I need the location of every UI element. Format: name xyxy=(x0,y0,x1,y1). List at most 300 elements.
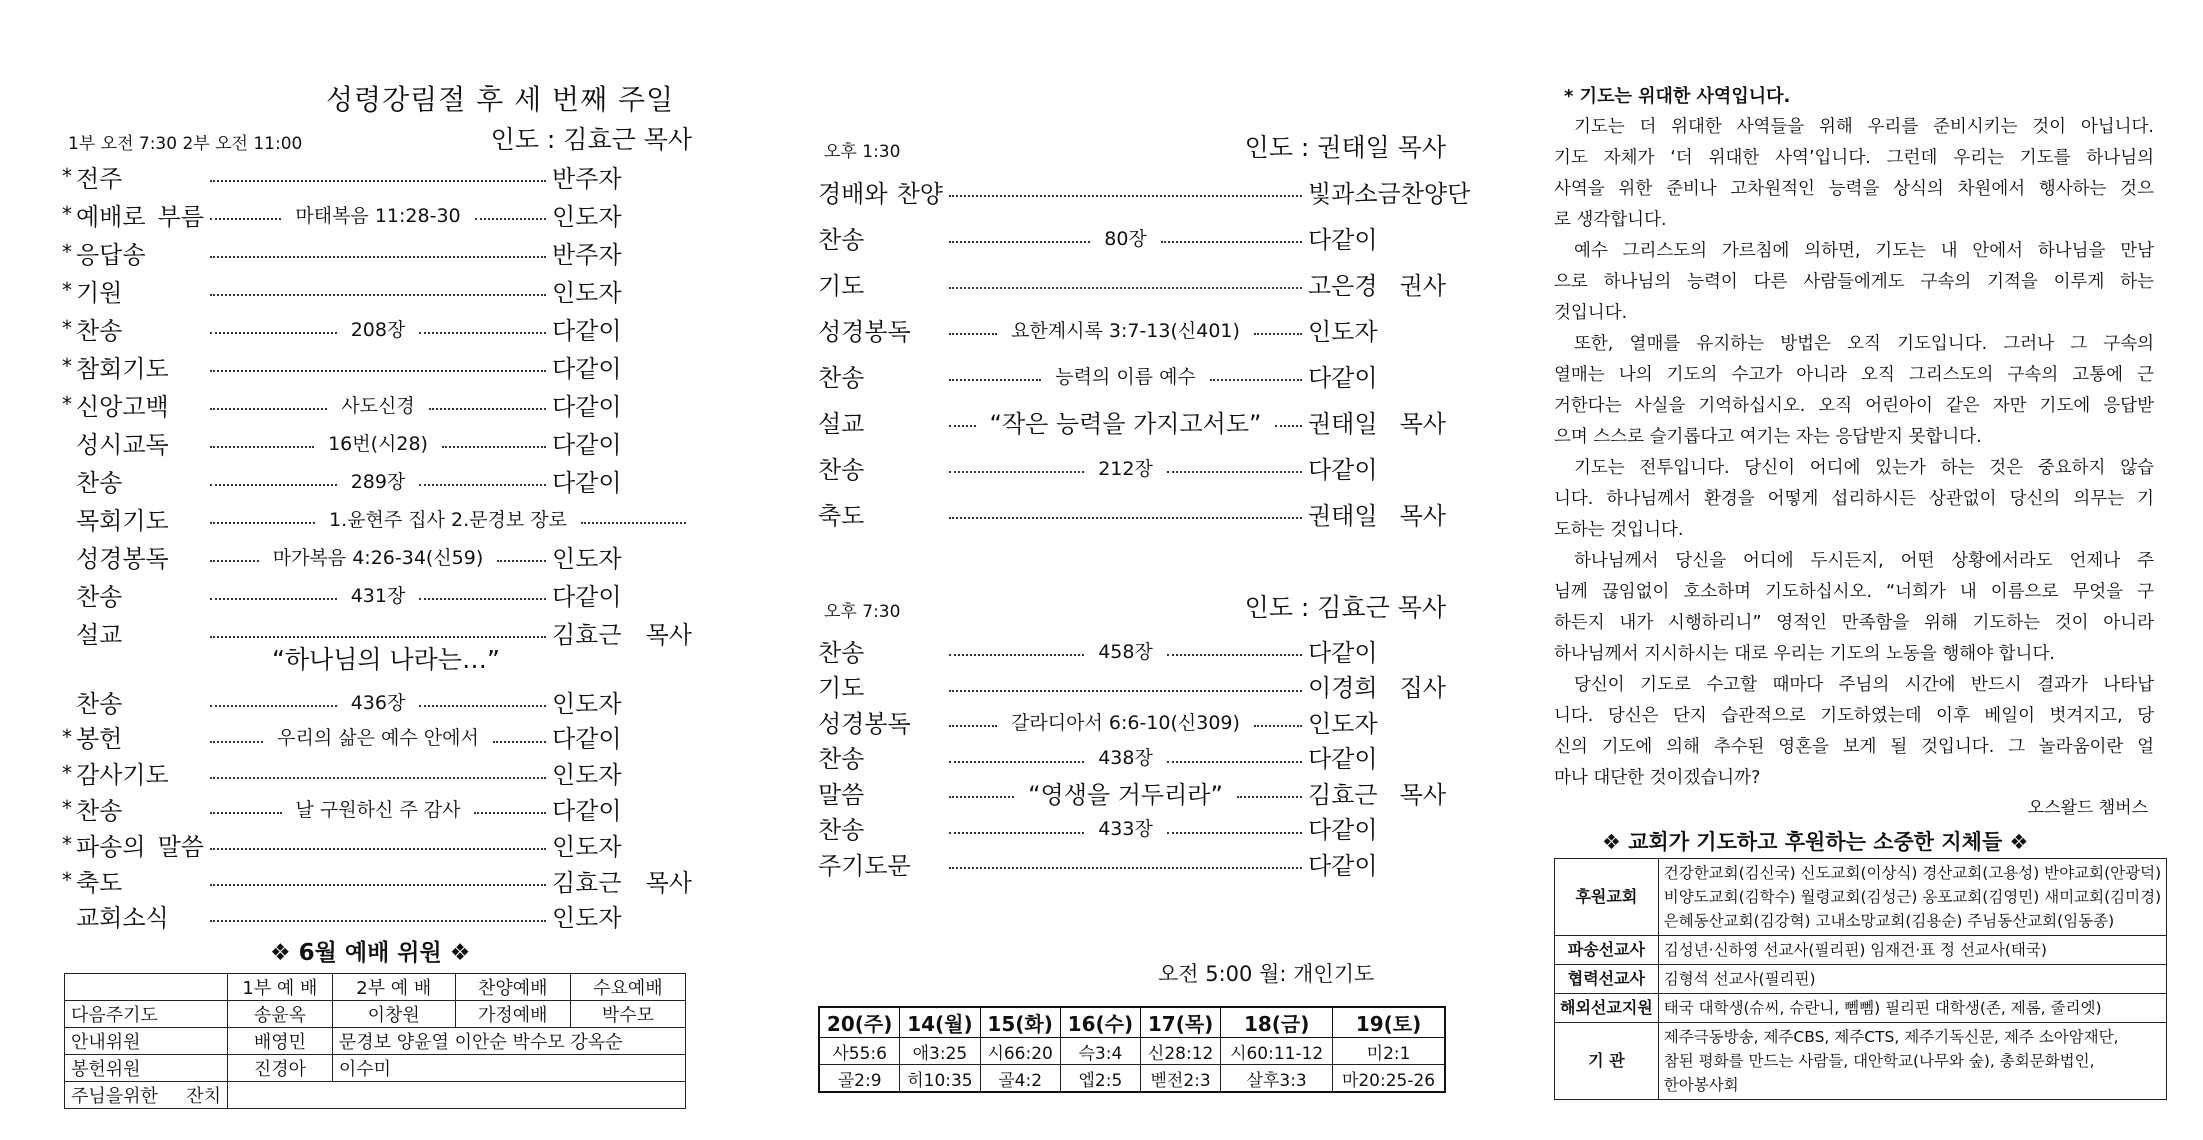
devotion-column xyxy=(1554,0,2162,1140)
item-detail: 우리의 삶은 예수 안에서 xyxy=(277,727,479,750)
duty-table xyxy=(64,973,686,1109)
support-line: 한아봉사회 xyxy=(1663,1076,1739,1094)
item-detail: 마태복음 11:28-30 xyxy=(295,204,461,227)
worship-item xyxy=(818,311,1446,347)
devotion-paragraph xyxy=(1554,112,2154,236)
worship-item xyxy=(818,703,1446,739)
dot-leader xyxy=(442,446,546,448)
worship-item xyxy=(62,310,692,346)
item-leader: 인도자 xyxy=(552,904,622,933)
devotion-line: 님께 끊임없이 호소하며 기도하십시오. “너희가 내 이름으로 무엇을 구 xyxy=(1554,582,2154,602)
item-detail: 438장 xyxy=(1098,747,1153,769)
item-leader: 반주자 xyxy=(552,240,622,269)
support-line: 김형석 선교사(필리핀) xyxy=(1663,970,1816,988)
devotion-line: 기도는 전투입니다. 당신이 어디에 있는가 하는 것은 중요하지 않습 xyxy=(1574,458,2154,478)
worship-item xyxy=(62,755,692,791)
worship-item xyxy=(62,424,692,460)
duty-cell: 문경보 양윤열 이안순 박수모 강옥순 xyxy=(332,1028,685,1055)
standing-mark: * xyxy=(62,240,72,264)
duty-row xyxy=(65,1028,686,1055)
item-name: 성시교독 xyxy=(76,430,169,459)
reading-verse: 벧전2:3 xyxy=(1141,1065,1221,1093)
dot-leader xyxy=(1167,654,1302,656)
item-name: 찬송 xyxy=(818,816,865,844)
item-leader: 이경희 집사 xyxy=(1308,674,1446,702)
support-title: ❖ 교회가 기도하고 후원하는 소중한 지체들 ❖ xyxy=(1602,830,2029,854)
dot-leader xyxy=(493,741,546,743)
dot-leader xyxy=(1167,832,1302,834)
item-name: 응답송 xyxy=(76,240,146,269)
item-leader: 인도자 xyxy=(552,278,622,307)
dot-leader xyxy=(475,218,546,220)
duty-cell: 배영민 xyxy=(228,1028,333,1055)
item-name: 축도 xyxy=(818,501,865,530)
support-line: 비양도교회(김학수) 월령교회(김성근) 옹포교회(김영민) 새미교회(김미경) xyxy=(1663,888,2162,906)
devotion-line: 니다. 당신은 단지 습관적으로 기도하였는데 이후 베일이 벗겨지고, 당 xyxy=(1554,706,2154,726)
duty-header-cell: 수요예배 xyxy=(570,974,685,1001)
reading-verse: 사55:6 xyxy=(819,1038,900,1065)
item-leader: 다같이 xyxy=(552,796,622,825)
item-leader: 권태일 목사 xyxy=(1308,501,1446,530)
item-name: 참회기도 xyxy=(76,354,169,383)
dot-leader xyxy=(1275,425,1302,427)
item-leader: 다같이 xyxy=(552,316,622,345)
devotion-line: 마나 대단한 것이겠습니까? xyxy=(1554,768,1761,788)
item-name: 경배와 찬양 xyxy=(818,179,943,208)
afternoon-service-column xyxy=(818,0,1471,1140)
item-detail: “작은 능력을 가지고서도” xyxy=(989,409,1262,438)
item-detail: 433장 xyxy=(1098,818,1153,840)
worship-item xyxy=(818,357,1446,393)
worship-item xyxy=(818,845,1446,881)
page-title: 성령강림절 후 세 번째 주일 xyxy=(326,83,675,116)
item-name: 찬송 xyxy=(818,225,865,254)
item-name: 찬송 xyxy=(76,582,123,611)
dot-leader xyxy=(1254,725,1302,727)
worship-item xyxy=(818,774,1446,810)
duty-cell: 박수모 xyxy=(570,1001,685,1028)
item-leader: 다같이 xyxy=(552,582,622,611)
standing-mark: * xyxy=(62,796,72,821)
item-leader: 김효근 목사 xyxy=(552,620,692,649)
pm7-time: 오후 7:30 xyxy=(824,602,901,622)
support-line: 제주극동방송, 제주CBS, 제주CTS, 제주기독신문, 제주 소아암재단, xyxy=(1663,1028,2119,1046)
reading-day: 19(토) xyxy=(1333,1007,1445,1038)
worship-item xyxy=(62,683,692,719)
support-row xyxy=(1555,936,2167,965)
item-name: 기원 xyxy=(76,278,123,307)
dot-leader xyxy=(1237,796,1302,798)
item-detail: 마가복음 4:26-34(신59) xyxy=(272,546,484,569)
standing-mark: * xyxy=(62,202,72,226)
item-detail: 436장 xyxy=(350,691,406,714)
item-name: 성경봉독 xyxy=(76,544,169,573)
dot-leader xyxy=(949,425,976,427)
devotion-line: 으며 스스로 슬기롭다고 여기는 자는 응답받지 못합니다. xyxy=(1554,427,1982,447)
devotion-paragraph xyxy=(1554,546,2154,670)
support-entries xyxy=(1658,859,2166,936)
worship-item xyxy=(62,500,692,536)
item-name: 찬송 xyxy=(818,638,865,667)
item-leader: 다같이 xyxy=(552,392,622,421)
dot-leader xyxy=(1254,333,1302,335)
item-detail: “영생을 거두리라” xyxy=(1028,780,1223,809)
devotion-line: 로 생각합니다. xyxy=(1554,210,1667,230)
duty-label: 봉헌위원 xyxy=(65,1055,228,1082)
devotion-author: 오스왈드 챔버스 xyxy=(2027,798,2148,818)
dot-leader xyxy=(949,471,1084,473)
duty-cell: 이수미 xyxy=(332,1055,685,1082)
dot-leader xyxy=(1167,761,1302,763)
item-leader: 다같이 xyxy=(1308,745,1378,773)
support-category: 기 관 xyxy=(1555,1023,1659,1100)
dot-leader xyxy=(210,741,263,743)
dot-leader xyxy=(949,379,1041,381)
dot-leader xyxy=(949,725,997,727)
worship-item xyxy=(62,158,692,194)
duty-header-cell: 2부 예 배 xyxy=(332,974,455,1001)
devotion-paragraph xyxy=(1554,670,2154,794)
standing-mark: * xyxy=(62,760,72,785)
dot-leader xyxy=(210,446,314,448)
item-detail: 289장 xyxy=(350,470,406,493)
reading-verse: 엡2:5 xyxy=(1060,1065,1140,1093)
dot-leader xyxy=(474,812,546,814)
dot-leader xyxy=(210,848,546,850)
daily-reading-table xyxy=(818,1006,1446,1093)
support-category: 후원교회 xyxy=(1555,859,1659,936)
dot-leader xyxy=(210,370,546,372)
support-line: 김성년·신하영 선교사(필리핀) 임재건·표 정 선교사(태국) xyxy=(1663,941,2047,959)
duty-row xyxy=(65,1082,686,1109)
service-times: 1부 오전 7:30 2부 오전 11:00 xyxy=(68,134,303,154)
worship-item xyxy=(62,538,692,574)
support-table xyxy=(1554,858,2167,1100)
dot-leader xyxy=(949,333,997,335)
worship-item xyxy=(62,826,692,862)
duty-title: ❖ 6월 예배 위원 ❖ xyxy=(270,940,471,966)
devotion-paragraph xyxy=(1554,453,2154,546)
dot-leader xyxy=(1210,379,1302,381)
pm1-time: 오후 1:30 xyxy=(824,142,901,162)
reading-day: 15(화) xyxy=(980,1007,1060,1038)
devotion-line: 신의 기도에 의해 추수된 영혼을 보게 될 것입니다. 그 놀라움이란 얼 xyxy=(1554,737,2154,757)
devotion-line: 도하는 것입니다. xyxy=(1554,520,1684,540)
duty-row xyxy=(65,1001,686,1028)
reading-verse: 히10:35 xyxy=(900,1065,980,1093)
item-name: 찬송 xyxy=(76,796,123,825)
dot-leader xyxy=(949,690,1302,692)
devotion-line: 니다. 하나님께서 환경을 어떻게 섭리하시든 상관없이 당신의 의무는 기 xyxy=(1554,489,2154,509)
dot-leader xyxy=(210,777,546,779)
item-name: 봉헌 xyxy=(76,725,123,754)
worship-item xyxy=(62,898,692,934)
reading-verse: 시60:11-12 xyxy=(1221,1038,1333,1065)
worship-item xyxy=(818,495,1446,531)
worship-item xyxy=(62,196,692,232)
support-row xyxy=(1555,859,2167,936)
worship-item xyxy=(62,348,692,384)
dot-leader xyxy=(210,294,546,296)
devotion-line: 하나님께서 당신을 어디에 두시든지, 어떤 상황에서라도 언제나 주 xyxy=(1574,551,2154,571)
devotion-line: 열매는 나의 기도의 수고가 아니라 오직 그리스도의 구속의 고통에 근 xyxy=(1554,365,2154,385)
dot-leader xyxy=(949,832,1084,834)
item-leader: 반주자 xyxy=(552,164,622,193)
devotion-line: 또한, 열매를 유지하는 방법은 오직 기도입니다. 그러나 그 구속의 xyxy=(1574,334,2154,354)
dot-leader xyxy=(210,332,337,334)
worship-item xyxy=(818,449,1446,485)
reading-day: 14(월) xyxy=(900,1007,980,1038)
service-leader: 인도 : 김효근 목사 xyxy=(490,125,692,154)
worship-item xyxy=(818,173,1471,209)
item-name: 찬송 xyxy=(818,455,865,484)
morning-service-header xyxy=(62,122,692,158)
support-line: 건강한교회(김신국) 신도교회(이상식) 경산교회(고용성) 반야교회(안광덕) xyxy=(1663,864,2162,882)
item-name: 찬송 xyxy=(76,316,123,345)
item-leader: 다같이 xyxy=(1308,225,1378,254)
item-leader: 다같이 xyxy=(1308,455,1378,484)
reading-header-row xyxy=(819,1007,1445,1038)
item-detail: 458장 xyxy=(1098,640,1153,663)
item-detail: 날 구원하신 주 감사 xyxy=(295,798,461,821)
worship-item xyxy=(62,576,692,612)
item-name: 파송의 말씀 xyxy=(76,832,204,861)
worship-item xyxy=(818,632,1446,668)
dot-leader xyxy=(419,332,546,334)
dot-leader xyxy=(949,287,1302,289)
dot-leader xyxy=(210,598,337,600)
item-leader: 인도자 xyxy=(552,832,622,861)
item-detail: 431장 xyxy=(350,584,406,607)
reading-verse: 시66:20 xyxy=(980,1038,1060,1065)
dot-leader xyxy=(949,241,1090,243)
devotion-line: 하나님께서 지시하시는 대로 우리는 기도의 노동을 행해야 합니다. xyxy=(1554,644,2055,664)
duty-label: 주님을위한 잔치 xyxy=(65,1082,228,1109)
devotion-line: 예수 그리스도의 가르침에 의하면, 기도는 내 안에서 하나님을 만남 xyxy=(1574,241,2154,261)
item-detail: 능력의 이름 예수 xyxy=(1055,365,1196,388)
dot-leader xyxy=(210,522,315,524)
support-line: 참된 평화를 만드는 사람들, 대안학교(나무와 숲), 총회문화법인, xyxy=(1663,1052,2095,1070)
pm7-header xyxy=(818,590,1446,626)
devotion-line: 당신이 기도로 수고할 때마다 주님의 시간에 반드시 결과가 나타납 xyxy=(1574,675,2154,695)
worship-item xyxy=(62,386,692,422)
devotion-line: 하든지 내가 시행하리니” 영적인 만족함을 위해 기도하는 것이 아니라 xyxy=(1554,613,2154,633)
support-row xyxy=(1555,994,2167,1023)
pm1-header xyxy=(818,130,1446,166)
worship-item xyxy=(62,719,692,755)
support-category: 협력선교사 xyxy=(1555,965,1659,994)
support-entries xyxy=(1658,936,2166,965)
item-name: 전주 xyxy=(76,164,123,193)
item-name: 주기도문 xyxy=(818,851,911,880)
worship-item xyxy=(818,265,1446,301)
standing-mark: * xyxy=(62,868,72,892)
item-name: 설교 xyxy=(818,409,865,438)
standing-mark: * xyxy=(62,392,72,416)
pm1-leader: 인도 : 권태일 목사 xyxy=(1244,133,1446,162)
duty-cell xyxy=(228,1082,686,1109)
duty-cell: 이창원 xyxy=(332,1001,455,1028)
worship-item xyxy=(62,462,692,498)
dot-leader xyxy=(497,560,546,562)
item-name: 교회소식 xyxy=(76,904,169,933)
item-name: 찬송 xyxy=(818,745,865,773)
dot-leader xyxy=(1161,241,1302,243)
dot-leader xyxy=(419,598,546,600)
item-name: 목회기도 xyxy=(76,506,169,535)
dot-leader xyxy=(210,484,337,486)
standing-mark: * xyxy=(62,316,72,340)
item-name: 성경봉독 xyxy=(818,709,911,738)
reading-verse: 골4:2 xyxy=(980,1065,1060,1093)
devotion-paragraph xyxy=(1554,236,2154,329)
item-name: 감사기도 xyxy=(76,761,169,790)
dot-leader xyxy=(210,920,546,922)
dot-leader xyxy=(210,884,546,886)
devotion-heading: * 기도는 위대한 사역입니다. xyxy=(1564,86,1791,107)
support-category: 해외선교지원 xyxy=(1555,994,1659,1023)
worship-item xyxy=(62,790,692,826)
item-leader: 다같이 xyxy=(552,354,622,383)
sermon-title: “하나님의 나라는…” xyxy=(272,645,500,674)
worship-item xyxy=(62,272,692,308)
dot-leader xyxy=(949,867,1302,869)
devotion-line: 것입니다. xyxy=(1554,303,1628,323)
reading-day: 16(수) xyxy=(1060,1007,1140,1038)
item-leader: 권태일 목사 xyxy=(1308,409,1446,438)
item-detail: 사도신경 xyxy=(341,394,415,417)
support-line: 은혜동산교회(김강혁) 고내소망교회(김용순) 주님동산교회(임동종) xyxy=(1663,912,2115,930)
reading-verse: 슥3:4 xyxy=(1060,1038,1140,1065)
item-name: 찬송 xyxy=(818,363,865,392)
worship-item xyxy=(62,234,692,270)
item-leader: 다같이 xyxy=(552,430,622,459)
item-name: 찬송 xyxy=(76,689,123,718)
reading-row xyxy=(819,1038,1445,1065)
morning-service-column xyxy=(62,0,692,1140)
dot-leader xyxy=(949,654,1084,656)
item-detail: 갈라디아서 6:6-10(신309) xyxy=(1011,711,1240,734)
support-entries xyxy=(1658,994,2166,1023)
item-detail: 208장 xyxy=(350,318,406,341)
item-name: 기도 xyxy=(818,271,865,300)
reading-day: 17(목) xyxy=(1141,1007,1221,1038)
item-leader: 다같이 xyxy=(1308,816,1378,844)
dot-leader xyxy=(949,517,1302,519)
item-name: 예배로 부름 xyxy=(76,202,204,231)
item-leader: 다같이 xyxy=(1308,363,1378,392)
item-detail: 1.윤현주 집사 2.문경보 장로 xyxy=(329,508,567,531)
item-leader: 다같이 xyxy=(552,468,622,497)
dot-leader xyxy=(210,218,281,220)
support-line: 태국 대학생(슈씨, 슈란니, 뻼뻼) 필리핀 대학생(존, 제롬, 줄리엣) xyxy=(1663,999,2102,1017)
reading-verse: 애3:25 xyxy=(900,1038,980,1065)
item-name: 신앙고백 xyxy=(76,392,169,421)
dawn-prayer-note: 오전 5:00 월: 개인기도 xyxy=(1158,962,1375,986)
dot-leader xyxy=(210,812,282,814)
dot-leader xyxy=(949,761,1084,763)
item-leader: 인도자 xyxy=(552,202,622,231)
duty-header-cell xyxy=(65,974,228,1001)
item-leader: 고은경 권사 xyxy=(1308,271,1446,300)
duty-label: 다음주기도 xyxy=(65,1001,228,1028)
devotion-paragraph xyxy=(1554,329,2154,453)
reading-verse: 미2:1 xyxy=(1333,1038,1445,1065)
reading-row xyxy=(819,1065,1445,1093)
reading-verse: 신28:12 xyxy=(1141,1038,1221,1065)
item-name: 설교 xyxy=(76,620,123,649)
duty-header-cell: 1부 예 배 xyxy=(228,974,333,1001)
support-entries xyxy=(1658,965,2166,994)
item-leader: 빛과소금찬양단 xyxy=(1308,179,1471,208)
item-name: 축도 xyxy=(76,868,123,897)
item-detail: 80장 xyxy=(1104,227,1147,250)
item-detail: 212장 xyxy=(1098,457,1153,480)
dot-leader xyxy=(210,180,546,182)
standing-mark: * xyxy=(62,278,72,302)
reading-day: 18(금) xyxy=(1221,1007,1333,1038)
reading-verse: 골2:9 xyxy=(819,1065,900,1093)
dot-leader xyxy=(419,484,546,486)
duty-header-row xyxy=(65,974,686,1001)
item-name: 찬송 xyxy=(76,468,123,497)
pm7-leader: 인도 : 김효근 목사 xyxy=(1244,593,1446,622)
dot-leader xyxy=(429,408,546,410)
worship-item xyxy=(62,862,692,898)
devotion-line: 기도 자체가 ‘더 위대한 사역’입니다. 그런데 우리는 기도를 하나님의 xyxy=(1554,148,2154,168)
devotion-line: 거한다는 사실을 기억하십시오. 오직 어린아이 같은 자만 기도에 응답받 xyxy=(1554,396,2154,416)
dot-leader xyxy=(210,256,546,258)
item-leader: 다같이 xyxy=(1308,638,1378,667)
devotion-line: 기도는 더 위대한 사역들을 위해 우리를 준비시키는 것이 아닙니다. xyxy=(1574,117,2154,137)
item-leader: 인도자 xyxy=(552,689,622,718)
duty-label: 안내위원 xyxy=(65,1028,228,1055)
item-leader: 다같이 xyxy=(1308,851,1378,880)
standing-mark: * xyxy=(62,164,72,188)
dot-leader xyxy=(210,636,546,638)
duty-cell: 가정예배 xyxy=(455,1001,570,1028)
dot-leader xyxy=(210,705,337,707)
worship-item xyxy=(818,668,1446,704)
item-name: 기도 xyxy=(818,674,865,702)
duty-row xyxy=(65,1055,686,1082)
dot-leader xyxy=(210,408,327,410)
reading-verse: 살후3:3 xyxy=(1221,1065,1333,1093)
item-leader: 인도자 xyxy=(1308,709,1378,738)
support-entries xyxy=(1658,1023,2166,1100)
item-leader: 김효근 목사 xyxy=(1308,780,1447,809)
worship-item xyxy=(818,219,1446,255)
item-name: 성경봉독 xyxy=(818,317,911,346)
support-row xyxy=(1555,1023,2167,1100)
item-name: 말씀 xyxy=(818,780,865,809)
duty-cell: 진경아 xyxy=(228,1055,333,1082)
dot-leader xyxy=(1167,471,1302,473)
support-category: 파송선교사 xyxy=(1555,936,1659,965)
standing-mark: * xyxy=(62,354,72,378)
standing-mark: * xyxy=(62,832,72,857)
standing-mark: * xyxy=(62,724,72,749)
item-leader: 인도자 xyxy=(552,544,622,573)
worship-item xyxy=(818,739,1446,775)
reading-verse: 마20:25-26 xyxy=(1333,1065,1445,1093)
dot-leader xyxy=(949,195,1302,197)
support-row xyxy=(1555,965,2167,994)
devotion-line: 으로 하나님의 능력이 다른 사람들에게도 구속의 기적을 이루게 하는 xyxy=(1554,272,2154,292)
devotion-line: 사역을 위한 준비나 고차원적인 능력을 상식의 차원에서 행사하는 것으 xyxy=(1554,179,2154,199)
dot-leader xyxy=(419,705,546,707)
dot-leader xyxy=(210,560,259,562)
